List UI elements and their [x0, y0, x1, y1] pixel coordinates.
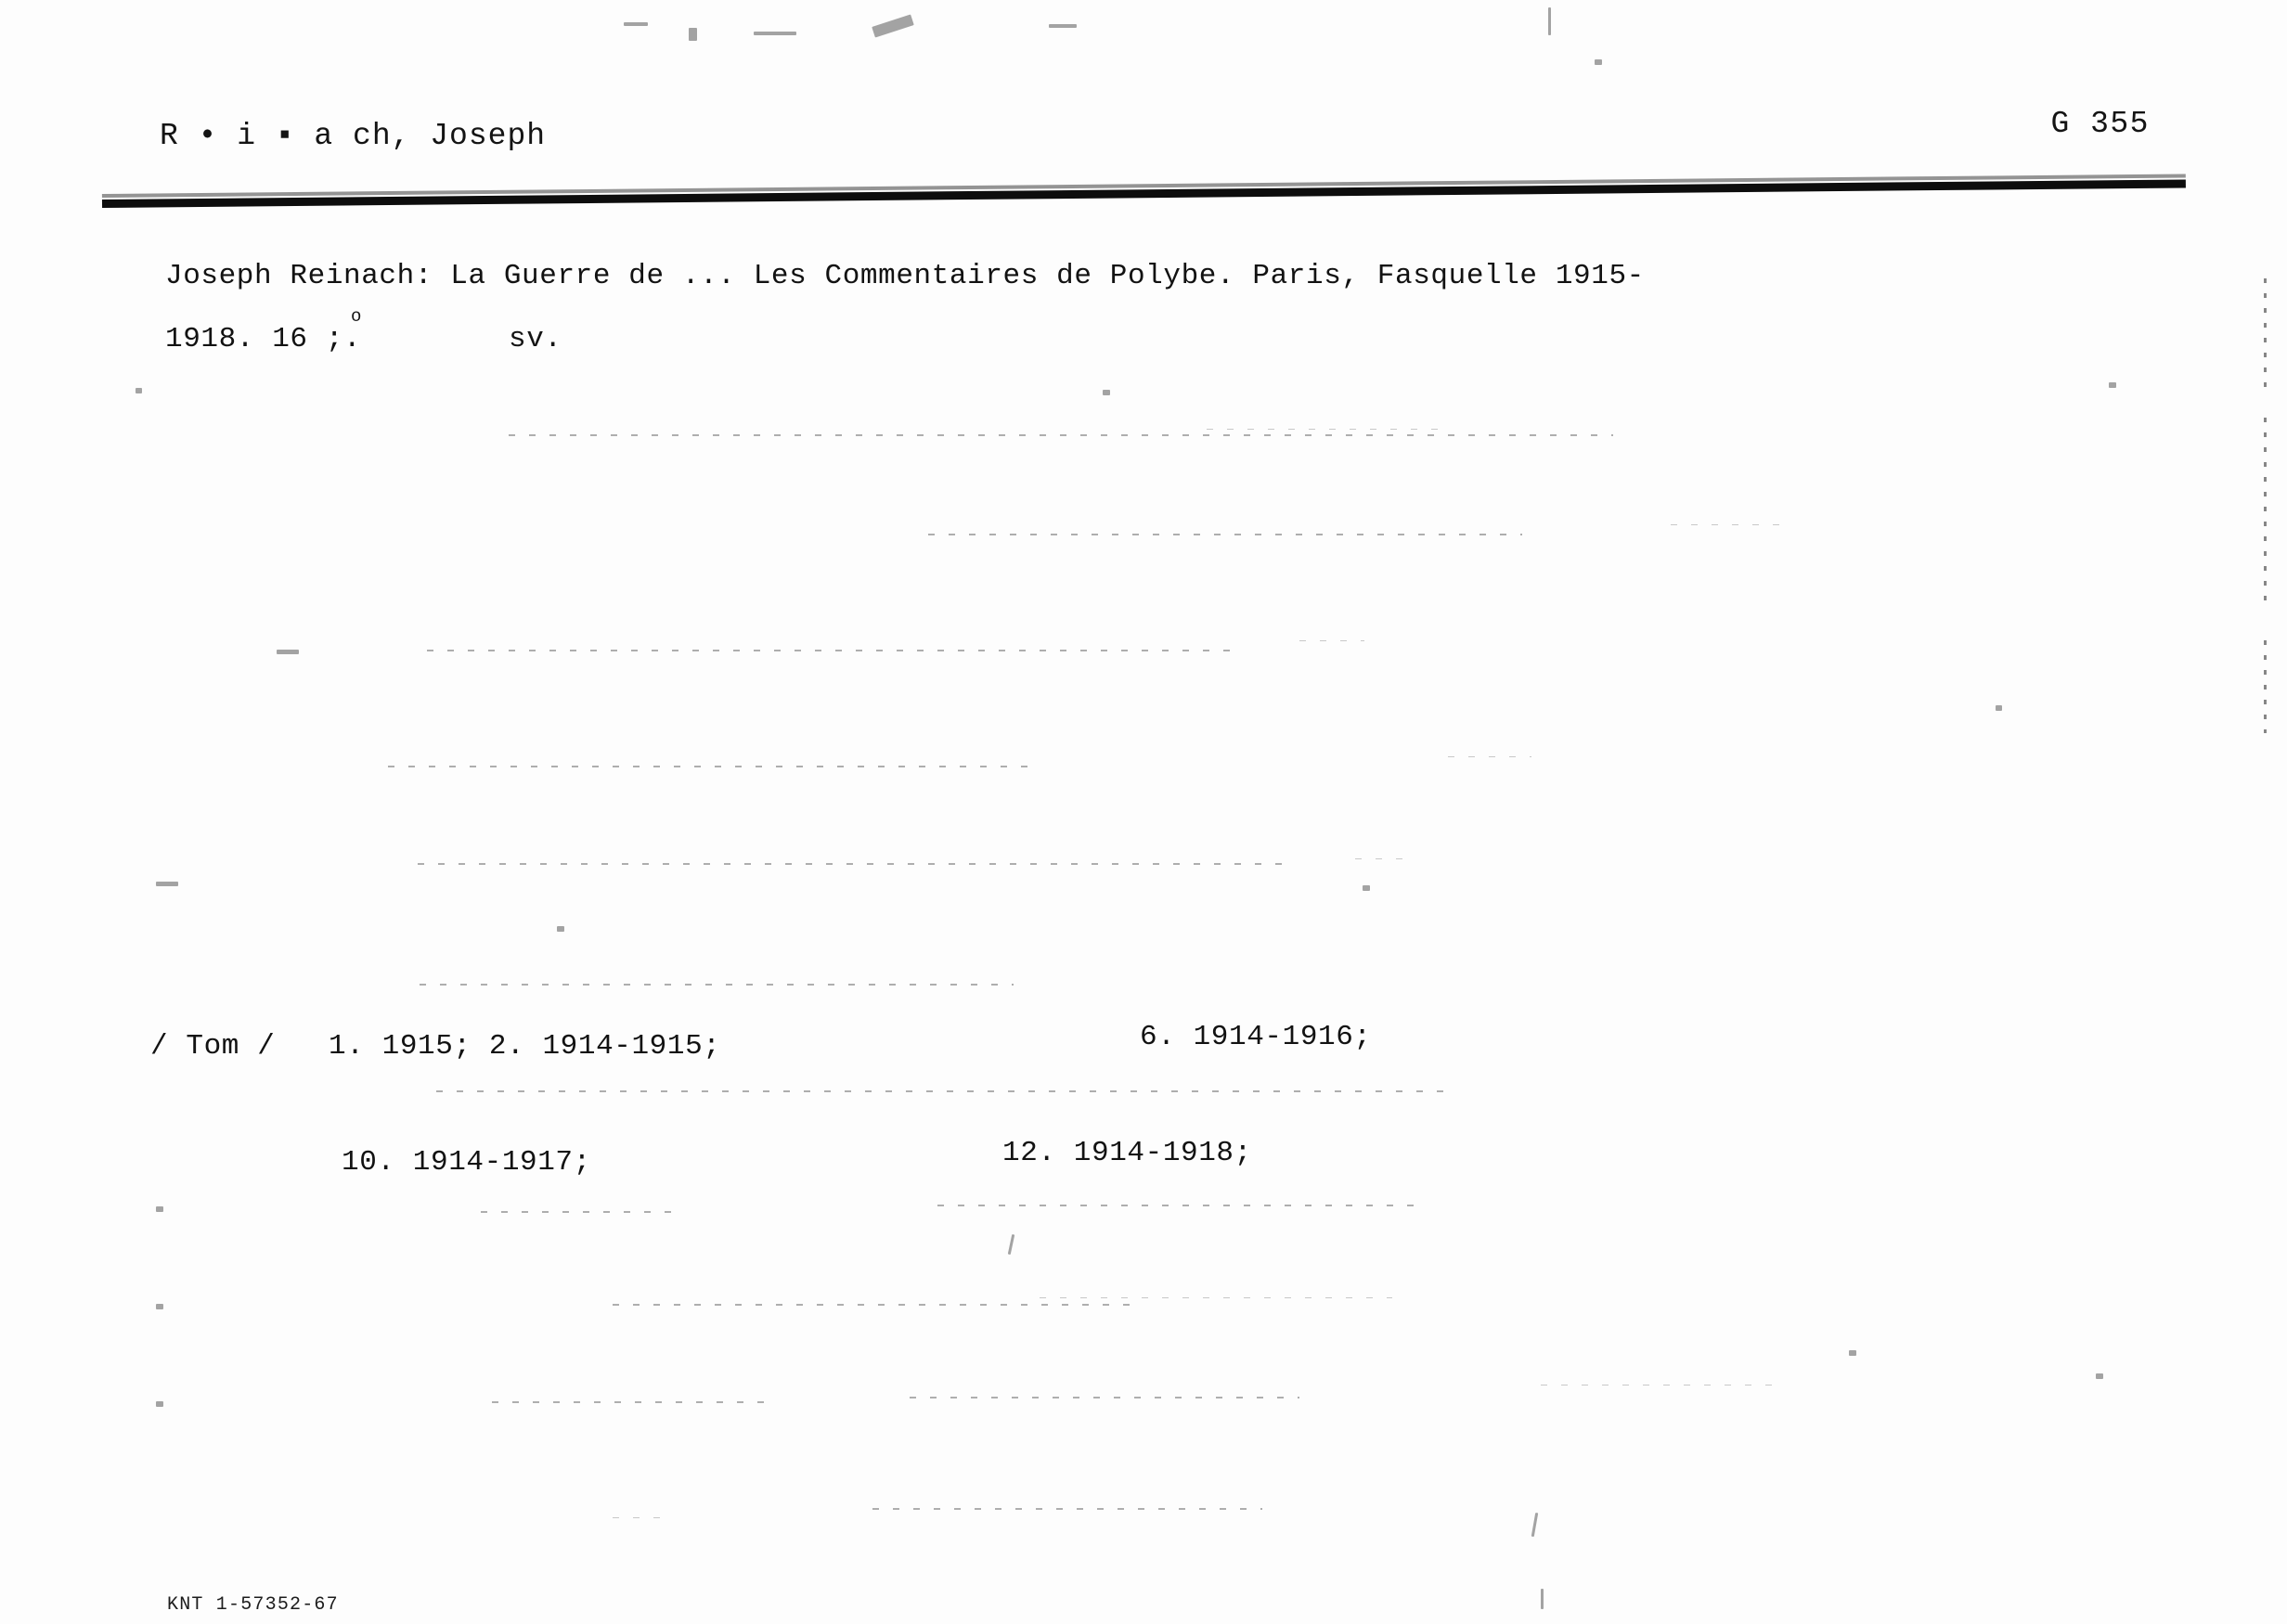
volume-entry-6: 6. 1914-1916;	[1140, 1021, 1372, 1053]
scan-artifact	[2096, 1373, 2103, 1379]
scan-artifact	[156, 1401, 163, 1407]
scan-edge-artifact	[2264, 278, 2267, 390]
scan-artifact	[1531, 1513, 1538, 1537]
scan-artifact	[1548, 7, 1551, 35]
bleed-through-line	[420, 984, 1014, 986]
bleed-through-line	[872, 1508, 1262, 1510]
header-rule	[102, 179, 2186, 208]
bleed-through-line	[427, 650, 1244, 651]
bleed-through-line	[418, 863, 1290, 865]
bleed-through-line	[928, 534, 1522, 535]
scan-artifact	[1049, 24, 1077, 28]
volume-entry-10: 10. 1914-1917;	[342, 1146, 591, 1179]
scan-artifact	[754, 32, 796, 35]
bleed-through-line	[481, 1211, 685, 1213]
bleed-through-line	[1207, 429, 1439, 430]
scan-artifact	[156, 1304, 163, 1309]
bleed-through-line	[1671, 524, 1782, 525]
bleed-through-line	[937, 1205, 1420, 1206]
scan-artifact	[624, 22, 648, 26]
scan-artifact	[557, 926, 564, 932]
shelfmark-label: G 355	[2050, 107, 2150, 141]
scan-artifact	[872, 14, 914, 37]
scan-artifact	[1008, 1234, 1015, 1255]
volumes-line: / Tom / 1. 1915; 2. 1914-1915;	[150, 1030, 721, 1063]
scan-artifact	[1996, 705, 2002, 711]
title-line-2: 1918. 16 ;.	[165, 323, 362, 355]
bleed-through-line	[1541, 1385, 1782, 1386]
scan-artifact	[1849, 1350, 1856, 1356]
scan-artifact	[156, 882, 178, 886]
bleed-through-line	[388, 766, 1038, 767]
bleed-through-line	[1355, 858, 1411, 859]
bleed-through-line	[509, 434, 1613, 436]
bleed-through-line	[1299, 640, 1364, 641]
scan-artifact	[2109, 382, 2116, 388]
title-line-1: Joseph Reinach: La Guerre de ... Les Commentaires de Polybe. Paris, Fasquelle 1915-	[165, 260, 1645, 292]
scan-artifact	[156, 1206, 163, 1212]
bleed-through-line	[1040, 1297, 1392, 1298]
scan-artifact	[1595, 59, 1602, 65]
scan-artifact	[277, 650, 299, 654]
bleed-through-line	[492, 1401, 770, 1403]
format-superscript: o	[351, 306, 362, 327]
scan-artifact	[689, 28, 697, 41]
scan-edge-artifact	[2264, 418, 2267, 603]
footer-control-number: KNT 1-57352-67	[167, 1594, 339, 1616]
volume-entry-12: 12. 1914-1918;	[1002, 1137, 1252, 1169]
bleed-through-line	[613, 1517, 668, 1518]
bleed-through-line	[436, 1090, 1457, 1092]
bleed-through-line	[910, 1397, 1299, 1398]
author-heading: R • i ▪ a ch, Joseph	[160, 119, 547, 153]
scan-artifact	[136, 388, 142, 393]
bleed-through-line	[1448, 756, 1531, 757]
volume-format: sv.	[509, 323, 562, 355]
scan-artifact	[1363, 885, 1370, 891]
scan-artifact	[1103, 390, 1110, 395]
scan-artifact	[1541, 1589, 1544, 1609]
bleed-through-line	[613, 1304, 1132, 1306]
scan-edge-artifact	[2264, 640, 2267, 733]
